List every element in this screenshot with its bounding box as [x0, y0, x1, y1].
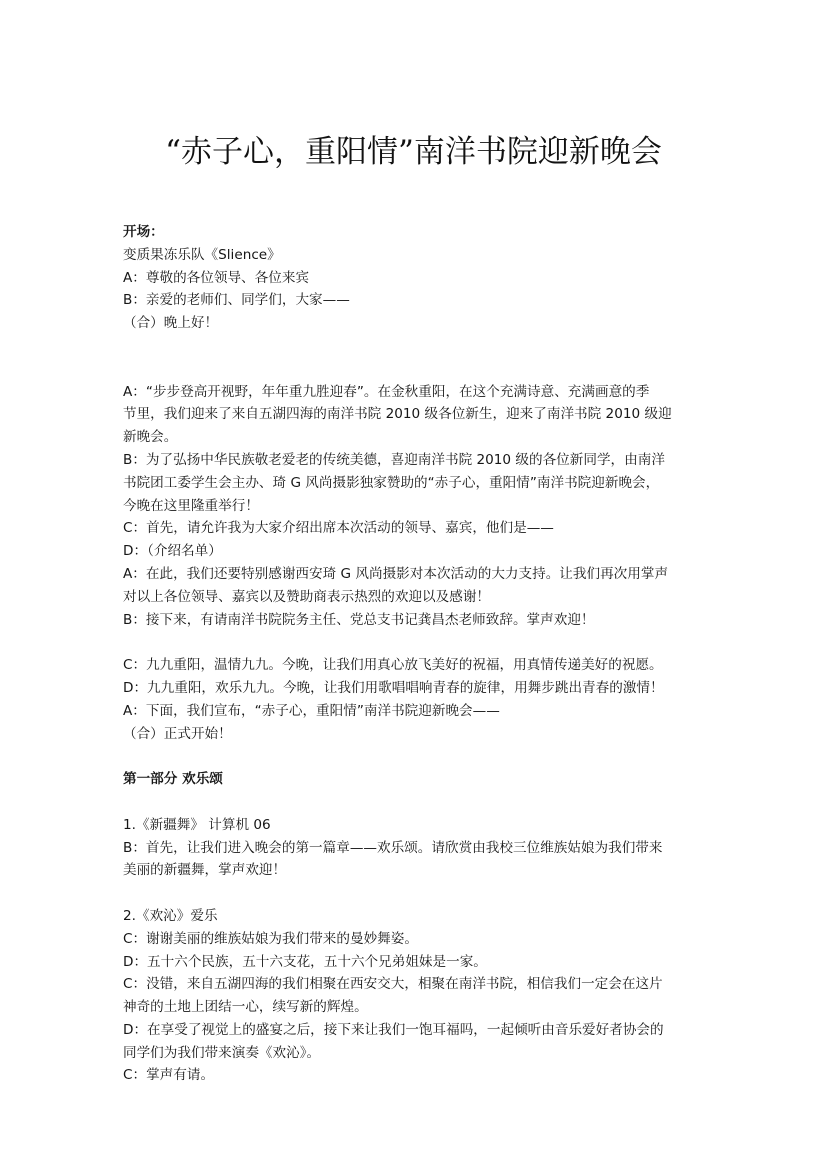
paragraph-line: B：接下来，有请南洋书院院务主任、党总支书记龚昌杰老师致辞。掌声欢迎！ — [123, 611, 595, 628]
paragraph-line: B：亲爱的老师们、同学们，大家—— — [123, 292, 350, 309]
paragraph-line: A：下面，我们宣布，“赤子心，重阳情”南洋书院迎新晚会—— — [123, 702, 500, 719]
paragraph-line: B：首先，让我们进入晚会的第一篇章——欢乐颂。请欣赏由我校三位维族姑娘为我们带来 — [123, 839, 663, 856]
paragraph-line: 书院团工委学生会主办、琦 G 风尚摄影独家赞助的“赤子心，重阳情”南洋书院迎新晚会， — [123, 474, 660, 491]
spacer — [123, 791, 713, 814]
document-body — [123, 221, 713, 1087]
program-item-title: 1.《新疆舞》 计算机 06 — [123, 816, 271, 833]
paragraph-line: D：九九重阳，欢乐九九。今晚，让我们用歌唱唱响青春的旋律，用舞步跳出青春的激情！ — [123, 679, 664, 696]
paragraph-line: 新晚会。 — [123, 429, 178, 446]
paragraph-line: 今晚在这里隆重举行！ — [123, 497, 259, 514]
spacer — [123, 882, 713, 905]
paragraph-line: D：在享受了视觉上的盛宴之后，接下来让我们一饱耳福吗，一起倾听由音乐爱好者协会的 — [123, 1021, 664, 1038]
spacer — [123, 335, 713, 381]
paragraph-line: 同学们为我们带来演奏《欢沁》。 — [123, 1044, 321, 1061]
paragraph-line: B：为了弘扬中华民族敬老爱老的传统美德，喜迎南洋书院 2010 级的各位新同学，由南洋 — [123, 451, 665, 468]
opening-heading: 开场： — [123, 224, 164, 240]
spacer — [123, 631, 713, 654]
paragraph-line: D：五十六个民族，五十六支花，五十六个兄弟姐妹是一家。 — [123, 953, 487, 970]
paragraph-line: 节里，我们迎来了来自五湖四海的南洋书院 2010 级各位新生，迎来了南洋书院 2010 级迎 — [123, 406, 672, 423]
paragraph-line: 神奇的土地上团结一心，续写新的辉煌。 — [123, 999, 368, 1016]
spacer — [123, 745, 713, 768]
paragraph-line: C：谢谢美丽的维族姑娘为我们带来的曼妙舞姿。 — [123, 930, 418, 947]
section-heading: 第一部分 欢乐颂 — [123, 771, 223, 788]
paragraph-line: 变质果冻乐队《Slience》 — [123, 246, 281, 263]
page-title: “赤子心，重阳情”南洋书院迎新晚会 — [165, 134, 662, 170]
paragraph-line: 美丽的新疆舞，掌声欢迎！ — [123, 862, 287, 879]
program-item-title: 2.《欢沁》爱乐 — [123, 907, 218, 924]
paragraph-line: C：首先，请允许我为大家介绍出席本次活动的领导、嘉宾，他们是—— — [123, 520, 554, 537]
paragraph-line: （合）晚上好！ — [123, 315, 219, 332]
paragraph-line: 对以上各位领导、嘉宾以及赞助商表示热烈的欢迎以及感谢！ — [123, 588, 491, 605]
paragraph-line: C：没错，来自五湖四海的我们相聚在西安交大，相聚在南洋书院，相信我们一定会在这片 — [123, 976, 663, 993]
paragraph-line: A：尊敬的各位领导、各位来宾 — [123, 269, 310, 286]
paragraph-line: A：在此，我们还要特别感谢西安琦 G 风尚摄影对本次活动的大力支持。让我们再次用掌声 — [123, 565, 669, 582]
paragraph-line: D：（介绍名单） — [123, 543, 222, 560]
paragraph-line: C：九九重阳，温情九九。今晚，让我们用真心放飞美好的祝福，用真情传递美好的祝愿。 — [123, 657, 663, 674]
paragraph-line: C：掌声有请。 — [123, 1067, 215, 1084]
paragraph-line: （合）正式开始！ — [123, 725, 232, 742]
paragraph-line: A：“步步登高开视野，年年重九胜迎春”。在金秋重阳，在这个充满诗意、充满画意的季 — [123, 383, 650, 400]
